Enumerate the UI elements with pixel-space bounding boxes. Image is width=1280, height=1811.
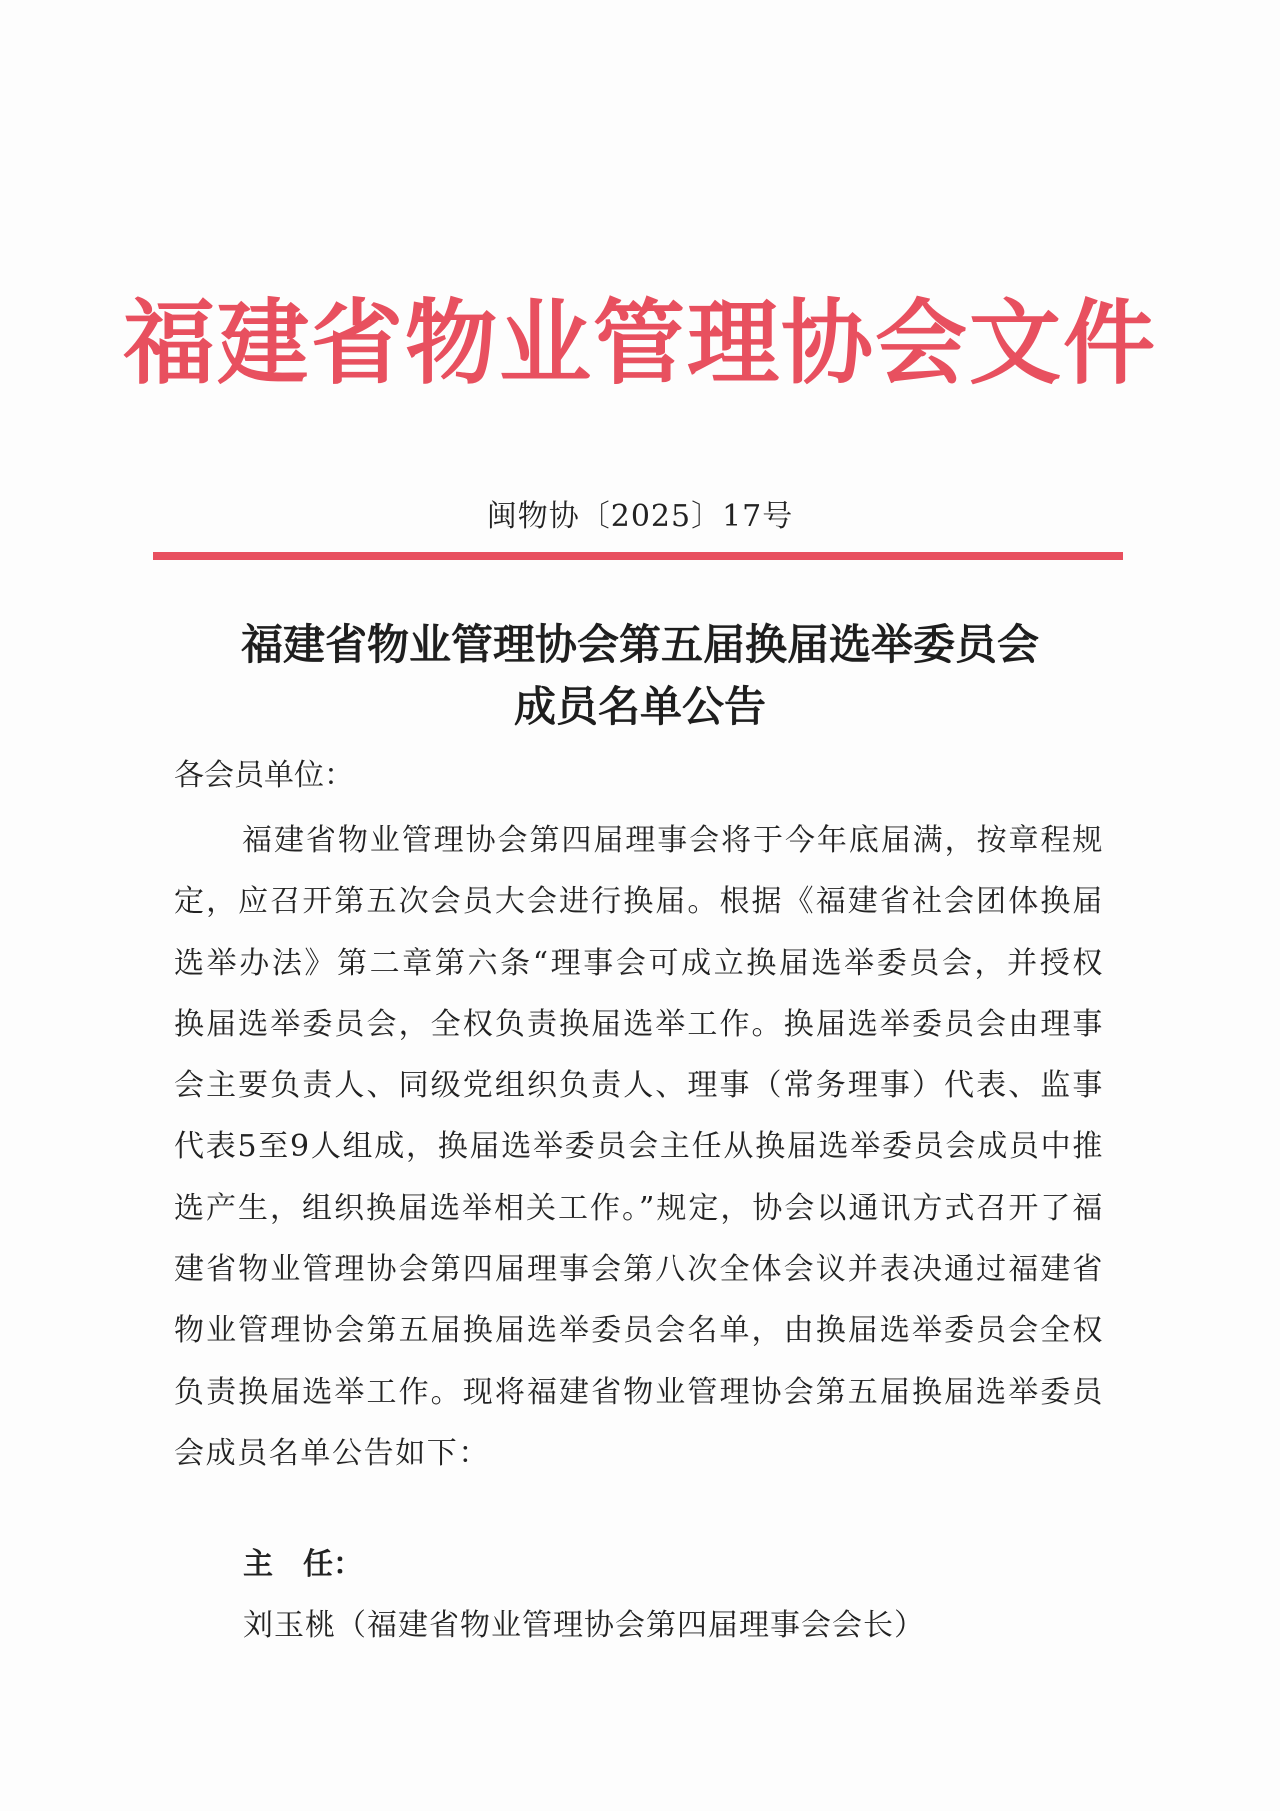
document-number: 闽物协〔2025〕17号 — [486, 499, 794, 534]
salutation: 各会员单位： — [174, 758, 354, 793]
director-member: 刘玉桃（福建省物业管理协会第四届理事会会长） — [243, 1608, 925, 1643]
body-paragraph: 福建省物业管理协会第四届理事会将于今年底届满，按章程规定，应召开第五次会员大会进行换届。根据《福建省社会团体换届选举办法》第二章第六条“理事会可成立换届选举委员会，并授权换届选举委员会，全权负责换届选举工作。换届选举委员会由理事会主要负责人、同级党组织负责人、理事（常务理事）代表、监事代表5至9人组成，换届选举委员会主任从换届选举委员会成员中推选产生，组织换届选举相关工作。”规定，协会以通讯方式召开了福建省物业管理协会第四届理事会第八次全体会议并表决通过福建省物业管理协会第五届换届选举委员会名单，由换届选举委员会全权负责换届选举工作。现将福建省物业管理协会第五届换届选举委员会成员名单公告如下： — [174, 823, 1104, 1471]
red-divider — [153, 552, 1123, 560]
notice-title-line-1: 福建省物业管理协会第五届换届选举委员会 — [240, 620, 1039, 669]
notice-title-line-2: 成员名单公告 — [513, 682, 766, 731]
director-label: 主 任： — [243, 1547, 363, 1582]
masthead-title: 福建省物业管理协会文件 — [122, 289, 1157, 397]
